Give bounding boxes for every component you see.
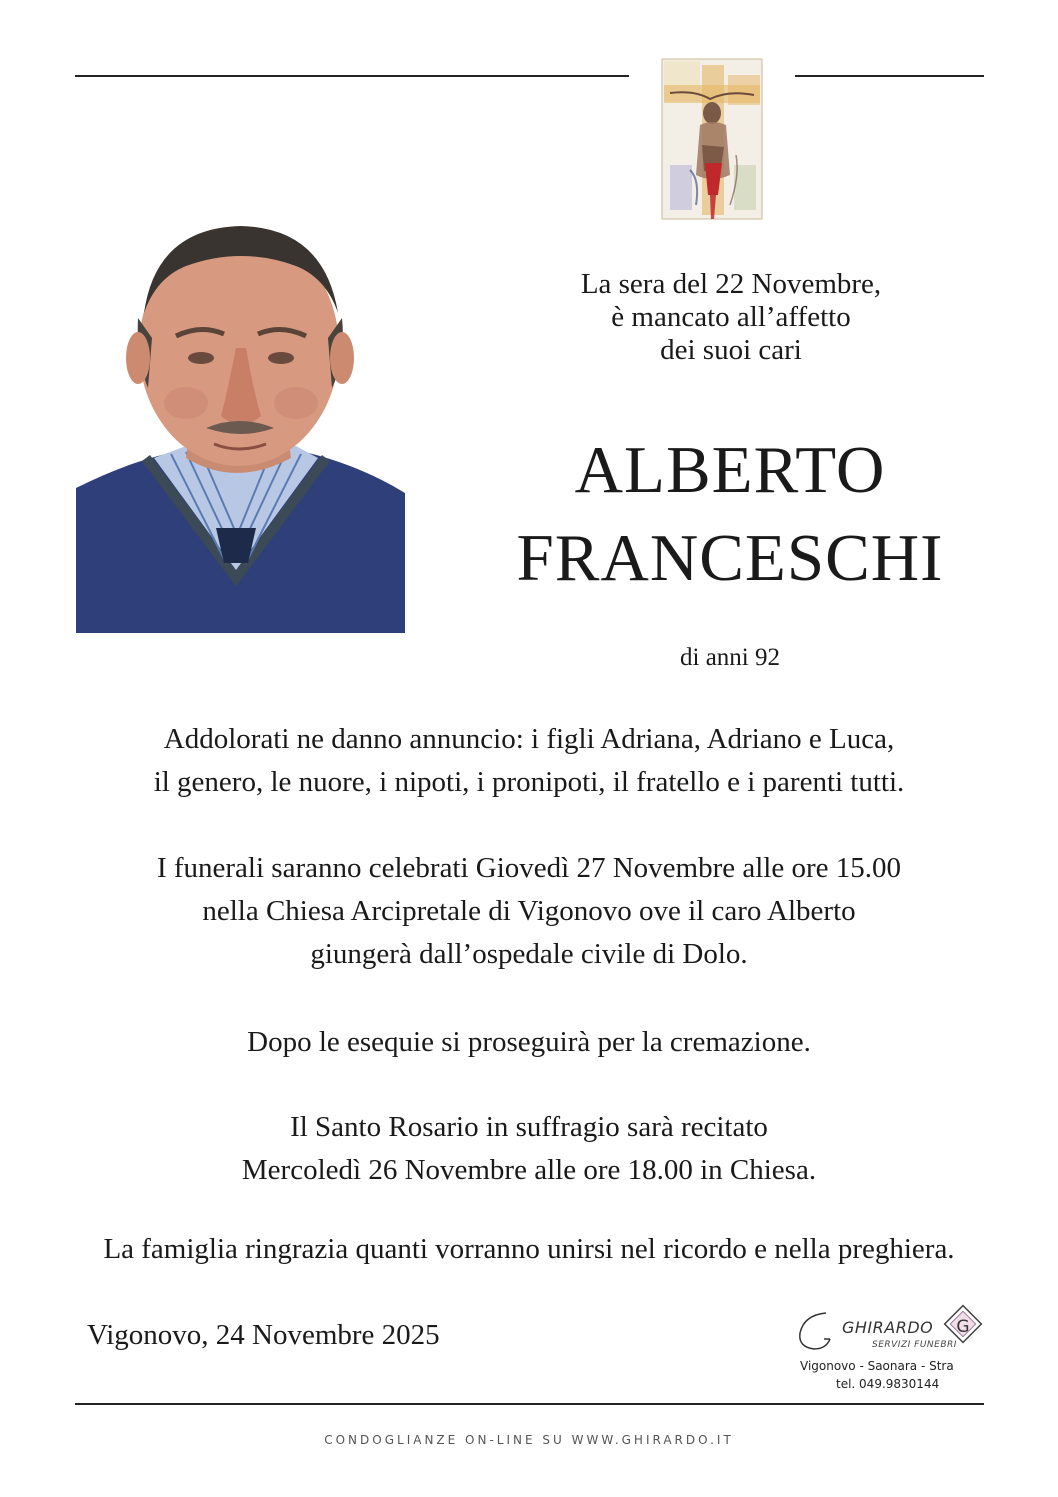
cremation-line: Dopo le esequie si proseguirà per la cremazione. <box>247 1026 811 1058</box>
intro-line: dei suoi cari <box>660 334 802 366</box>
funeral-line: giungerà dall’ospedale civile di Dolo. <box>310 938 748 970</box>
last-name: FRANCESCHI <box>516 521 944 595</box>
logo-subtitle: SERVIZI FUNEBRI <box>872 1340 957 1350</box>
crucifix-illustration <box>650 55 775 223</box>
funeral-home-logo <box>790 1303 990 1398</box>
rosary-line: Il Santo Rosario in suffragio sarà recitato <box>290 1111 768 1143</box>
funeral-details <box>40 847 1018 976</box>
logo-phone: tel. 049.9830144 <box>836 1377 940 1391</box>
family-announcement <box>40 718 1018 804</box>
funeral-line: nella Chiesa Arcipretale di Vigonovo ove il caro Alberto <box>202 895 856 927</box>
intro-line: è mancato all’affetto <box>611 301 851 333</box>
deceased-portrait <box>76 218 405 633</box>
announcement-line: Addolorati ne danno annuncio: i figli Adriana, Adriano e Luca, <box>163 723 895 755</box>
deceased-name <box>440 426 1020 602</box>
logo-locations: Vigonovo - Saonara - Stra <box>800 1359 954 1373</box>
logo-brand: GHIRARDO <box>842 1318 934 1337</box>
logo-letter: G <box>956 1317 970 1337</box>
intro-text <box>488 268 974 367</box>
cremation-note <box>40 1021 1018 1064</box>
rosary-details <box>40 1106 1018 1192</box>
top-left-rule <box>75 75 629 77</box>
family-thanks <box>40 1228 1018 1271</box>
rosary-line: Mercoledì 26 Novembre alle ore 18.00 in Chiesa. <box>241 1154 817 1186</box>
funeral-line: I funerali saranno celebrati Giovedì 27 Novembre alle ore 15.00 <box>156 852 902 884</box>
top-right-rule <box>795 75 984 77</box>
first-name: ALBERTO <box>574 433 886 507</box>
intro-line: La sera del 22 Novembre, <box>580 268 882 300</box>
thanks-line: La famiglia ringrazia quanti vorranno unirsi nel ricordo e nella preghiera. <box>103 1233 955 1265</box>
bottom-rule <box>75 1403 984 1405</box>
footer-condolences-link[interactable]: CONDOGLIANZE ON-LINE SU WWW.GHIRARDO.IT <box>324 1433 734 1447</box>
announcement-line: il genero, le nuore, i nipoti, i pronipoti, il fratello e i parenti tutti. <box>153 766 905 798</box>
age-text: di anni 92 <box>680 644 780 671</box>
place-date: Vigonovo, 24 Novembre 2025 <box>87 1319 440 1351</box>
